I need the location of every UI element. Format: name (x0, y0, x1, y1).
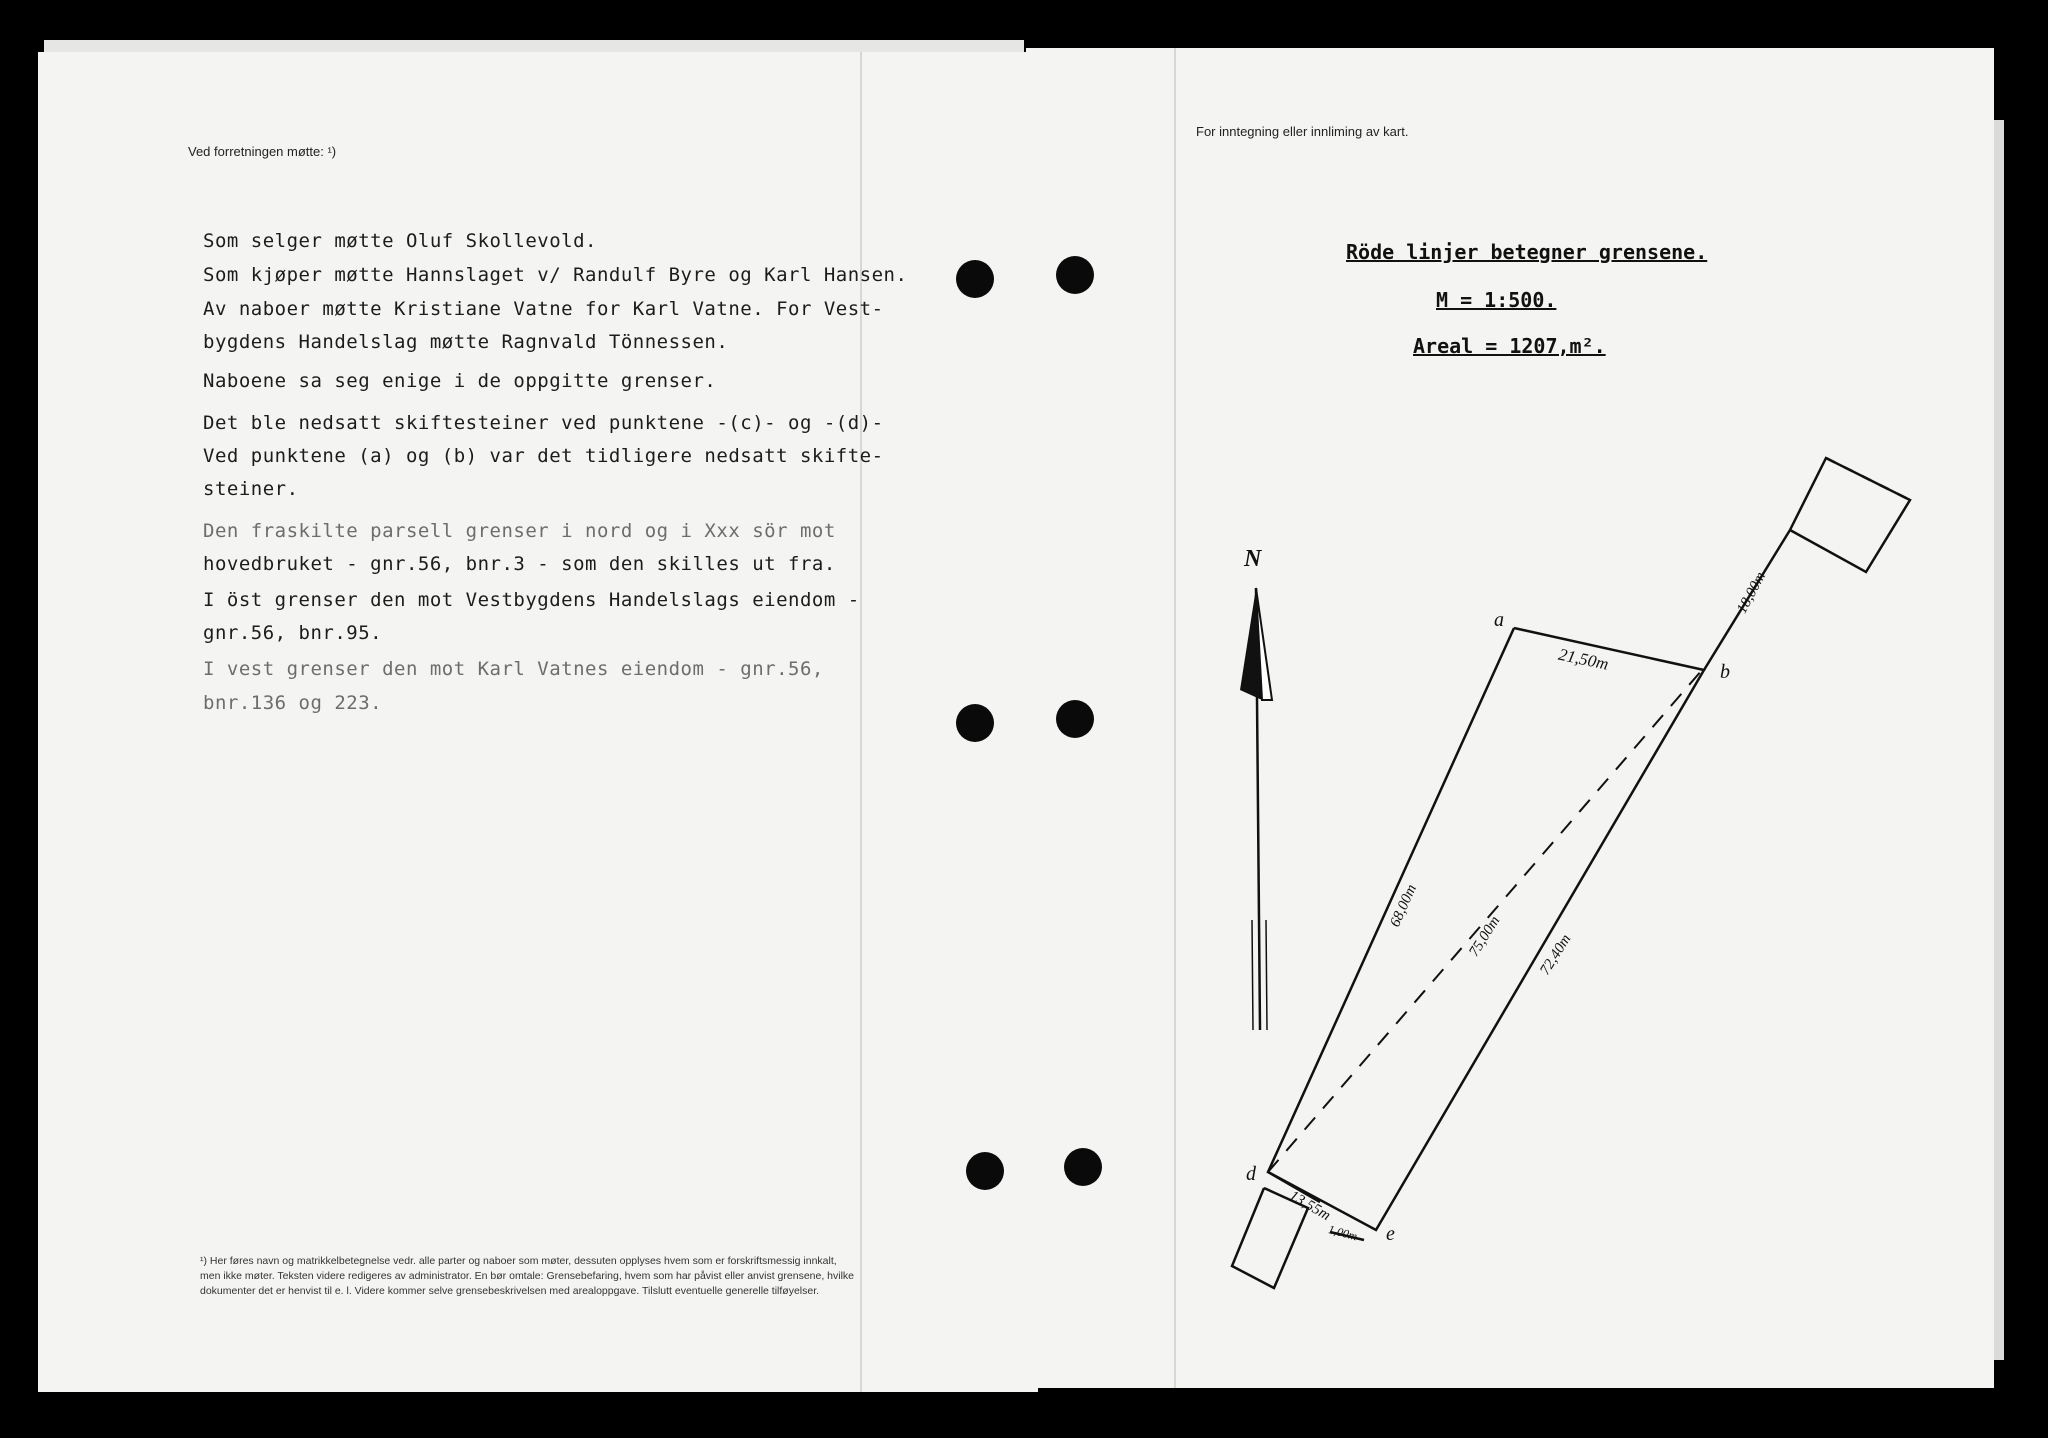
distance-small-label: 1,00m (1326, 1222, 1359, 1244)
text-line: bygdens Handelslag møtte Ragnvald Tönnessen. (203, 331, 729, 353)
north-label: N (1244, 546, 1262, 572)
map-scale: M = 1:500. (1436, 288, 1557, 312)
map-labels (1246, 569, 1769, 1245)
map-title: Röde linjer betegner grensene. (1346, 240, 1708, 264)
distance-right-label: 72,40m (1537, 931, 1575, 978)
text-line: gnr.56, bnr.95. (203, 622, 383, 644)
text-line: hovedbruket - gnr.56, bnr.3 - som den skilles ut fra. (203, 553, 836, 575)
point-b-label: b (1720, 661, 1730, 683)
point-d-label: d (1246, 1163, 1256, 1185)
north-arrow (1240, 546, 1272, 1030)
text-line: steiner. (203, 478, 299, 500)
distance-diagonal-label: 75,00m (1466, 913, 1504, 960)
text-line: Av naboer møtte Kristiane Vatne for Karl Vatne. For Vest- (203, 298, 884, 320)
text-line: Ved punktene (a) og (b) var det tidligere nedsatt skifte- (203, 445, 884, 467)
map-area: Areal = 1207,m². (1413, 334, 1606, 358)
distance-bottom-label: 13,55m (1286, 1187, 1333, 1224)
page-header-text: Ved forretningen møtte: ¹) (188, 144, 337, 159)
text-line: Som kjøper møtte Hannslaget v/ Randulf Byre og Karl Hansen. (203, 264, 908, 286)
text-line: Den fraskilte parsell grenser i nord og i Xxx sör mot (203, 520, 836, 542)
text-line: Som selger møtte Oluf Skollevold. (203, 230, 597, 252)
parcel-outline (1232, 458, 1910, 1288)
point-e-label: e (1386, 1223, 1395, 1245)
text-line: Naboene sa seg enige i de oppgitte grenser. (203, 370, 717, 392)
distance-ab-label: 21,50m (1556, 644, 1611, 674)
distance-top-label: 18,00m (1734, 569, 1770, 617)
text-line: I vest grenser den mot Karl Vatnes eiendom - gnr.56, (203, 658, 824, 680)
text-line: bnr.136 og 223. (203, 692, 383, 714)
distance-left-label: 68,00m (1387, 882, 1421, 930)
footnote: ¹) Her føres navn og matrikkelbetegnelse vedr. alle parter og naboer som møter, dessuten opplyses hvem som er forskriftsmessig innkalt, men ikke møter. Teksten videre redigeres av administrator. En bør omtale: Grensebefaring, hvem som har påvist eller anvist grensene, hvilke dokumenter det er henvist til e. l. Videre kommer selve grensebeskrivelsen med arealoppgave. Tilslutt eventuelle generelle tilføyelser. (200, 1255, 855, 1297)
page-header-text: For inntegning eller innliming av kart. (1196, 124, 1409, 139)
text-line: Det ble nedsatt skiftesteiner ved punktene -(c)- og -(d)- (203, 412, 884, 434)
point-a-label: a (1494, 609, 1504, 631)
text-line: I öst grenser den mot Vestbygdens Handelslags eiendom - (203, 589, 860, 611)
